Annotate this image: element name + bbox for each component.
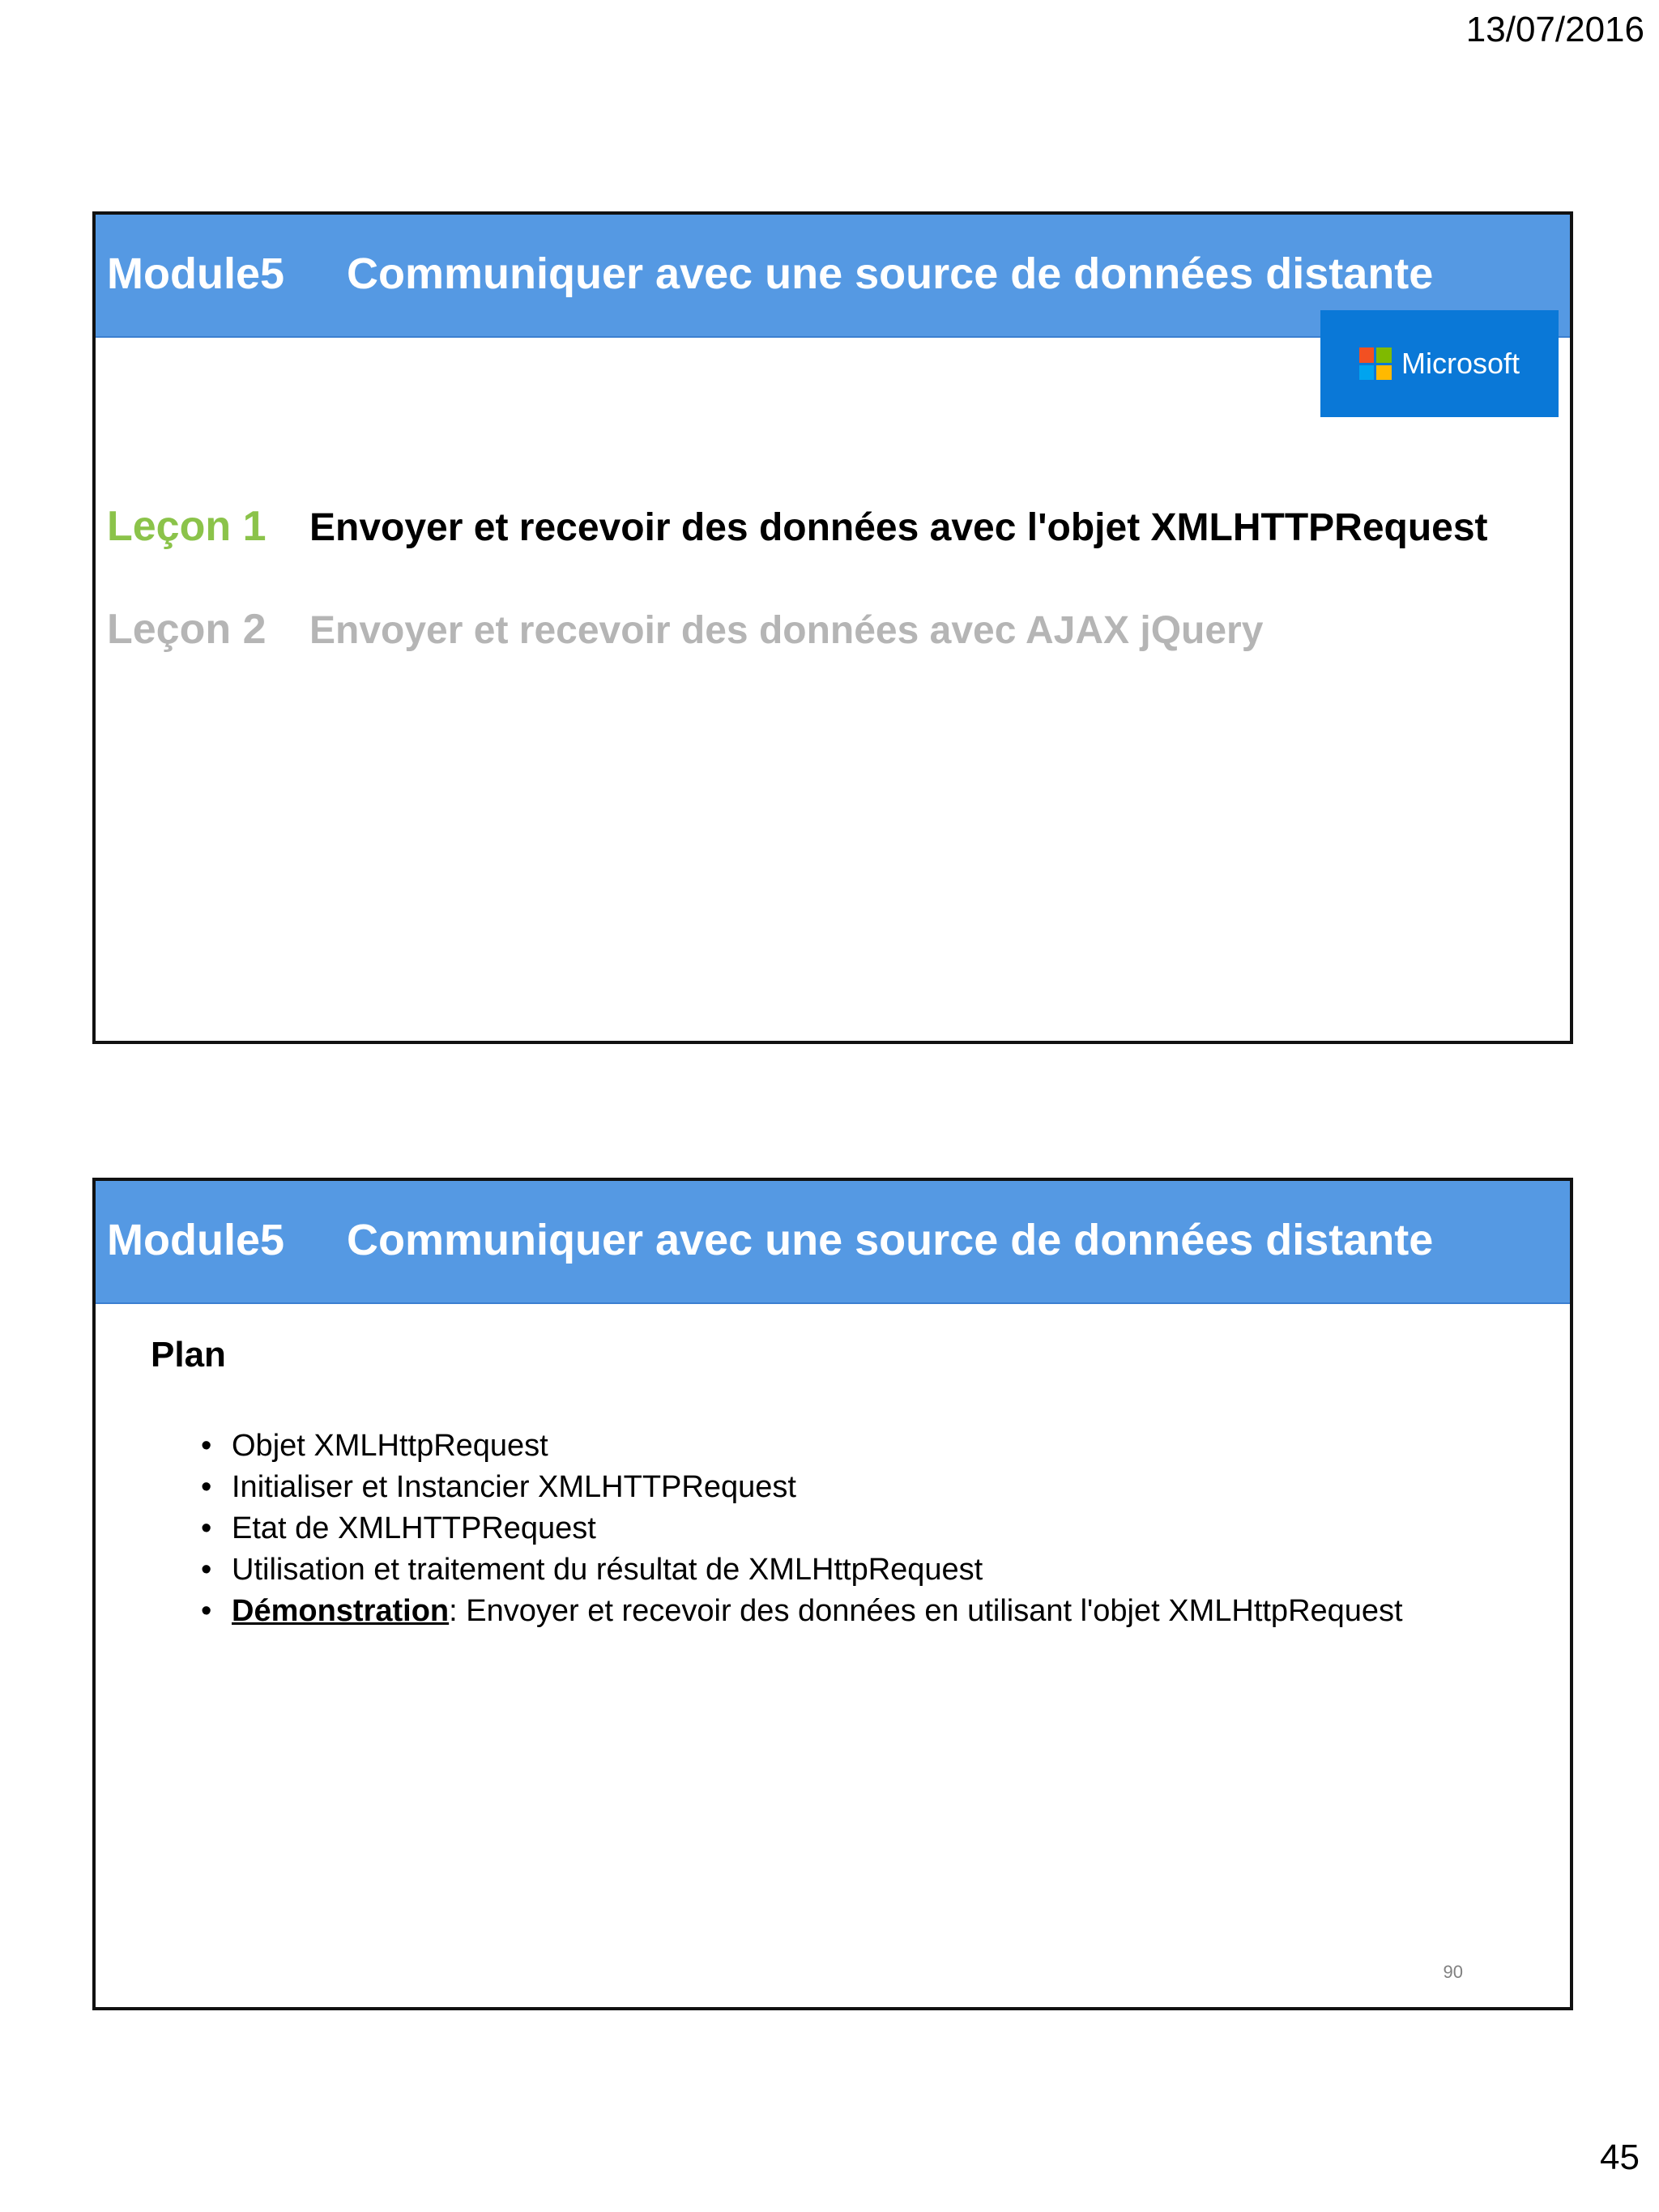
slide-number: 90 — [1443, 1962, 1463, 1982]
logo-wordmark: Microsoft — [1401, 347, 1520, 380]
lesson-item-1 — [107, 502, 1488, 551]
module-title: Communiquer avec une source de données distante — [347, 249, 1434, 298]
module-label: Module5 — [107, 249, 285, 298]
plan-list — [201, 1426, 1403, 1632]
list-item-demo — [201, 1591, 1403, 1632]
page-number: 45 — [1600, 2137, 1640, 2177]
demo-label: Démonstration — [232, 1594, 450, 1628]
list-item: • Initialiser et Instancier XMLHTTPRequest — [201, 1467, 1403, 1508]
module-label: Module5 — [107, 1216, 285, 1264]
microsoft-logo — [1320, 310, 1559, 417]
slide-plan — [92, 1178, 1573, 2010]
list-item: • Etat de XMLHTTPRequest — [201, 1508, 1403, 1549]
slide-header — [96, 1181, 1570, 1304]
slide-lessons — [92, 211, 1573, 1044]
list-item: • Objet XMLHttpRequest — [201, 1426, 1403, 1467]
lesson-label: Leçon 2 — [107, 606, 267, 653]
lesson-title: Envoyer et recevoir des données avec l'objet XMLHTTPRequest — [309, 506, 1488, 549]
module-title: Communiquer avec une source de données distante — [347, 1216, 1434, 1264]
list-item: • Utilisation et traitement du résultat de XMLHttpRequest — [201, 1549, 1403, 1591]
demo-text: : Envoyer et recevoir des données en utilisant l'objet XMLHttpRequest — [449, 1594, 1403, 1628]
page-date: 13/07/2016 — [1465, 10, 1644, 49]
plan-heading: Plan — [151, 1335, 226, 1375]
lesson-label: Leçon 1 — [107, 503, 267, 550]
lesson-item-2 — [107, 605, 1263, 654]
lesson-title: Envoyer et recevoir des données avec AJAX jQuery — [309, 609, 1264, 652]
windows-logo-icon — [1359, 347, 1392, 380]
